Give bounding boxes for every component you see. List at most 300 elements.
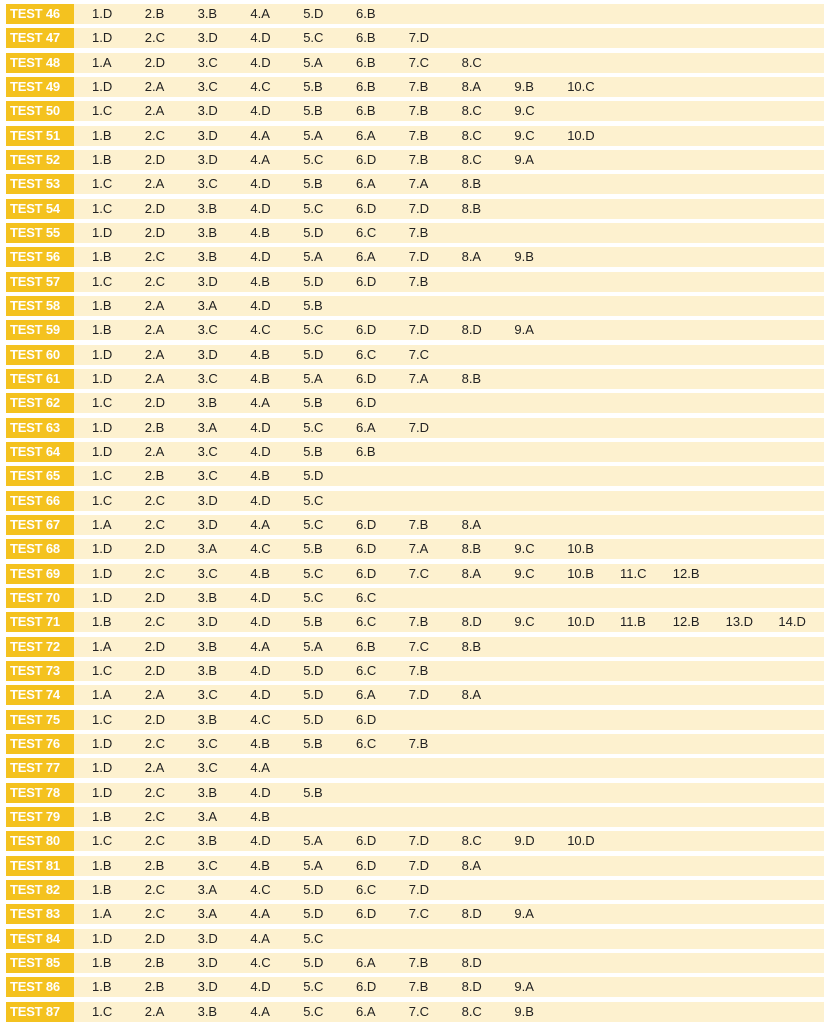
answer-cell: 7.C: [408, 906, 430, 922]
test-label: TEST 72: [6, 637, 74, 657]
test-row: [6, 150, 824, 170]
answer-cell: 4.C: [250, 541, 271, 557]
answer-cell: 8.A: [461, 565, 482, 581]
answer-cell: 3.D: [197, 103, 218, 119]
answer-cell: 3.A: [197, 808, 218, 824]
test-label: TEST 63: [6, 418, 74, 438]
answer-cell: 5.B: [303, 614, 323, 630]
test-row: [6, 807, 824, 827]
answer-cell: 3.B: [197, 6, 218, 21]
answer-cell: 1.D: [92, 589, 113, 605]
answer-cell: 10.C: [567, 79, 595, 94]
answer-cell: 1.D: [92, 370, 113, 386]
answer-cell: 6.A: [356, 1003, 376, 1019]
test-row: [6, 880, 824, 900]
answer-cell: 7.A: [408, 541, 429, 557]
test-label: TEST 61: [6, 369, 74, 389]
answer-cell: 2.C: [144, 273, 166, 289]
test-label: TEST 48: [6, 53, 74, 73]
test-row: [6, 685, 824, 705]
answer-cell: 8.B: [461, 200, 482, 216]
answer-cell: 2.A: [144, 298, 165, 313]
test-label: TEST 80: [6, 831, 74, 851]
answer-cell: 4.D: [250, 54, 271, 70]
answer-cell: 2.D: [144, 395, 166, 411]
answer-cell: 6.D: [356, 152, 377, 167]
answer-cell: 4.C: [250, 79, 271, 94]
answer-cell: 2.C: [144, 808, 166, 824]
answer-cell: 10.B: [567, 565, 594, 581]
answer-cell: 10.D: [567, 833, 595, 849]
answer-cell: 1.B: [92, 298, 112, 313]
test-row: [6, 199, 824, 219]
answer-cell: 3.A: [197, 906, 218, 922]
answer-cell: 8.D: [461, 322, 482, 338]
answer-cell: 4.B: [250, 857, 270, 873]
test-row: [6, 661, 824, 681]
answer-cell: 4.D: [250, 443, 271, 459]
test-label: TEST 55: [6, 223, 74, 243]
answer-cell: 5.C: [303, 565, 324, 581]
answer-cell: 3.C: [197, 565, 218, 581]
test-row: [6, 904, 824, 924]
answer-cell: 4.D: [250, 662, 271, 678]
answer-cell: 3.C: [197, 176, 218, 192]
answer-cell: 9.B: [514, 79, 534, 94]
test-label: TEST 53: [6, 174, 74, 194]
answer-cell: 1.D: [92, 541, 113, 557]
answer-cell: 7.B: [408, 735, 429, 751]
answer-cell: 7.B: [408, 127, 429, 143]
answer-cell: 7.B: [408, 152, 429, 167]
answer-cell: 4.A: [250, 6, 270, 21]
answer-cell: 6.A: [356, 954, 376, 970]
answer-cell: 6.D: [356, 711, 377, 727]
answer-cell: 3.D: [197, 979, 218, 995]
answer-cell: 12.B: [672, 614, 700, 630]
answer-cell: 8.D: [461, 614, 482, 630]
answer-cell: 2.C: [144, 565, 166, 581]
answer-cell: 3.C: [197, 468, 218, 484]
answer-cell: 1.C: [92, 103, 113, 119]
test-row: [6, 637, 824, 657]
answer-cell: 2.A: [144, 443, 165, 459]
answer-cell: 9.D: [514, 833, 535, 849]
answer-cell: 1.B: [92, 954, 112, 970]
answer-cell: 5.D: [303, 225, 324, 240]
answer-cell: 8.C: [461, 127, 482, 143]
answer-cell: 7.B: [408, 225, 429, 240]
answer-cell: 9.C: [514, 103, 535, 119]
answer-cell: 3.B: [197, 249, 218, 265]
answer-cell: 5.C: [303, 979, 324, 995]
answer-cell: 5.A: [303, 638, 323, 654]
answer-cell: 7.B: [408, 79, 429, 94]
answer-cell: 1.D: [92, 930, 113, 946]
answer-cell: 4.B: [250, 346, 270, 362]
answer-cell: 3.A: [197, 419, 218, 435]
test-row: [6, 393, 824, 413]
answer-cell: 6.C: [356, 225, 377, 240]
answer-cell: 2.B: [144, 6, 165, 21]
answer-cell: 5.D: [303, 468, 324, 484]
answer-cell: 7.B: [408, 954, 429, 970]
answer-cell: 7.B: [408, 662, 429, 678]
test-label: TEST 86: [6, 977, 74, 997]
answer-cell: 8.D: [461, 954, 482, 970]
test-row: [6, 247, 824, 267]
answer-cell: 5.C: [303, 930, 324, 946]
answer-cell: 6.D: [356, 833, 377, 849]
answer-cell: 6.C: [356, 662, 377, 678]
answer-cell: 5.B: [303, 103, 323, 119]
test-label: TEST 59: [6, 320, 74, 340]
answer-cell: 3.B: [197, 589, 218, 605]
answer-cell: 7.A: [408, 370, 429, 386]
test-label: TEST 67: [6, 515, 74, 535]
answer-cell: 4.A: [250, 395, 270, 411]
test-row: [6, 612, 824, 632]
answer-cell: 6.B: [356, 54, 376, 70]
answer-cell: 2.C: [144, 249, 166, 265]
answer-cell: 2.C: [144, 516, 166, 532]
answer-cell: 7.D: [408, 30, 430, 46]
answer-cell: 1.B: [92, 152, 112, 167]
answer-cell: 4.D: [250, 298, 271, 313]
answer-cell: 7.D: [408, 322, 430, 338]
test-row: [6, 539, 824, 559]
answer-cell: 6.D: [356, 979, 377, 995]
answer-cell: 2.C: [144, 735, 166, 751]
answer-cell: 5.B: [303, 541, 323, 557]
test-label: TEST 82: [6, 880, 74, 900]
answer-cell: 4.C: [250, 711, 271, 727]
test-row: [6, 369, 824, 389]
test-row: [6, 77, 824, 97]
answer-cell: 2.C: [144, 492, 166, 508]
answer-cell: 13.D: [725, 614, 754, 630]
answer-cell: 9.B: [514, 249, 534, 265]
answer-cell: 1.D: [92, 6, 113, 21]
answer-cell: 3.B: [197, 200, 218, 216]
answer-cell: 5.A: [303, 127, 323, 143]
answer-cell: 1.D: [92, 346, 113, 362]
answer-cell: 4.D: [250, 419, 271, 435]
answer-cell: 5.A: [303, 833, 323, 849]
answer-cell: 6.A: [356, 687, 376, 703]
answer-cell: 2.D: [144, 54, 166, 70]
answer-cell: 5.C: [303, 419, 324, 435]
answer-cell: 2.B: [144, 857, 165, 873]
answer-cell: 9.A: [514, 906, 534, 922]
answer-cell: 8.A: [461, 79, 482, 94]
test-row: [6, 734, 824, 754]
answer-cell: 4.A: [250, 516, 270, 532]
test-label: TEST 87: [6, 1002, 74, 1022]
test-label: TEST 75: [6, 710, 74, 730]
test-row: [6, 783, 824, 803]
answer-cell: 6.B: [356, 103, 376, 119]
answer-cell: 7.B: [408, 614, 429, 630]
answer-cell: 5.A: [303, 857, 323, 873]
answer-cell: 6.D: [356, 273, 377, 289]
answer-cell: 5.C: [303, 152, 324, 167]
answer-cell: 5.B: [303, 443, 323, 459]
answer-cell: 1.B: [92, 857, 112, 873]
answer-cell: 2.C: [144, 881, 166, 897]
answer-cell: 4.D: [250, 614, 271, 630]
answer-cell: 6.A: [356, 419, 376, 435]
test-row: [6, 101, 824, 121]
answer-cell: 1.B: [92, 127, 112, 143]
test-row: [6, 977, 824, 997]
answer-cell: 1.D: [92, 443, 113, 459]
answer-cell: 3.A: [197, 881, 218, 897]
answer-cell: 7.D: [408, 687, 430, 703]
answer-cell: 2.C: [144, 784, 166, 800]
answer-cell: 8.C: [461, 152, 482, 167]
answer-cell: 3.B: [197, 1003, 218, 1019]
answer-cell: 2.D: [144, 200, 166, 216]
answer-cell: 5.D: [303, 346, 324, 362]
answer-cell: 2.D: [144, 225, 166, 240]
answer-cell: 2.D: [144, 589, 166, 605]
answer-cell: 2.C: [144, 30, 166, 46]
answer-cell: 4.B: [250, 565, 270, 581]
answer-cell: 2.D: [144, 930, 166, 946]
answer-cell: 4.D: [250, 784, 271, 800]
test-row: [6, 588, 824, 608]
answer-cell: 10.D: [567, 127, 595, 143]
answer-cell: 3.D: [197, 614, 218, 630]
answer-cell: 2.D: [144, 711, 166, 727]
answer-cell: 3.B: [197, 711, 218, 727]
answer-cell: 2.C: [144, 614, 166, 630]
answer-cell: 6.D: [356, 370, 377, 386]
test-row: [6, 28, 824, 48]
test-label: TEST 84: [6, 929, 74, 949]
answer-cell: 8.B: [461, 370, 482, 386]
answer-cell: 3.C: [197, 857, 218, 873]
test-row: [6, 929, 824, 949]
answer-cell: 4.A: [250, 1003, 270, 1019]
answer-cell: 2.A: [144, 687, 165, 703]
answer-cell: 7.B: [408, 516, 429, 532]
answer-cell: 9.A: [514, 979, 534, 995]
answer-cell: 3.D: [197, 930, 218, 946]
answer-cell: 3.D: [197, 492, 218, 508]
answer-cell: 4.B: [250, 370, 270, 386]
answer-cell: 8.C: [461, 1003, 482, 1019]
answer-cell: 6.A: [356, 249, 376, 265]
answer-cell: 6.D: [356, 565, 377, 581]
answer-cell: 7.C: [408, 565, 430, 581]
answer-cell: 5.C: [303, 200, 324, 216]
test-row: [6, 491, 824, 511]
answer-cell: 2.C: [144, 833, 166, 849]
test-label: TEST 71: [6, 612, 74, 632]
answer-cell: 3.D: [197, 954, 218, 970]
test-row: [6, 272, 824, 292]
answer-cell: 7.C: [408, 54, 430, 70]
answer-cell: 1.C: [92, 833, 113, 849]
answer-cell: 11.B: [620, 614, 646, 630]
answer-cell: 1.D: [92, 79, 113, 94]
test-row: [6, 174, 824, 194]
answer-cell: 3.B: [197, 395, 218, 411]
test-row: [6, 320, 824, 340]
answer-cell: 2.A: [144, 79, 165, 94]
answer-cell: 7.D: [408, 833, 430, 849]
answer-cell: 2.B: [144, 979, 165, 995]
test-label: TEST 70: [6, 588, 74, 608]
answer-cell: 1.A: [92, 54, 112, 70]
answer-cell: 4.D: [250, 103, 271, 119]
test-label: TEST 83: [6, 904, 74, 924]
answer-cell: 4.A: [250, 152, 270, 167]
answer-cell: 1.C: [92, 200, 113, 216]
answer-cell: 5.D: [303, 6, 324, 21]
test-label: TEST 52: [6, 150, 74, 170]
answer-cell: 3.A: [197, 298, 218, 313]
answer-cell: 5.D: [303, 687, 324, 703]
answer-cell: 5.C: [303, 516, 324, 532]
answer-cell: 6.C: [356, 881, 377, 897]
answer-cell: 7.C: [408, 638, 430, 654]
test-row: [6, 515, 824, 535]
test-row: [6, 4, 824, 24]
test-row: [6, 710, 824, 730]
answer-cell: 5.B: [303, 176, 323, 192]
answer-cell: 1.B: [92, 322, 112, 338]
answer-cell: 2.C: [144, 906, 166, 922]
answer-cell: 1.D: [92, 225, 113, 240]
answer-cell: 8.C: [461, 833, 482, 849]
answer-cell: 6.D: [356, 857, 377, 873]
test-label: TEST 64: [6, 442, 74, 462]
answer-cell: 2.A: [144, 346, 165, 362]
answer-cell: 1.D: [92, 565, 113, 581]
answer-cell: 9.C: [514, 565, 535, 581]
test-label: TEST 54: [6, 199, 74, 219]
answer-cell: 2.D: [144, 662, 166, 678]
answer-cell: 4.D: [250, 176, 271, 192]
test-label: TEST 49: [6, 77, 74, 97]
answer-cell: 4.B: [250, 735, 270, 751]
answer-cell: 7.A: [408, 176, 429, 192]
answer-cell: 3.B: [197, 225, 218, 240]
answer-cell: 5.B: [303, 298, 323, 313]
answer-cell: 5.C: [303, 492, 324, 508]
answer-cell: 2.B: [144, 954, 165, 970]
answer-cell: 5.D: [303, 881, 324, 897]
answer-cell: 3.B: [197, 833, 218, 849]
answer-cell: 2.D: [144, 152, 166, 167]
answer-cell: 2.A: [144, 176, 165, 192]
answer-cell: 5.C: [303, 322, 324, 338]
answer-cell: 5.B: [303, 395, 323, 411]
answer-cell: 3.C: [197, 760, 218, 776]
test-label: TEST 51: [6, 126, 74, 146]
answer-cell: 3.C: [197, 370, 218, 386]
answer-cell: 3.B: [197, 784, 218, 800]
answer-cell: 7.B: [408, 979, 429, 995]
answer-cell: 6.D: [356, 906, 377, 922]
answer-cell: 4.A: [250, 127, 270, 143]
answer-cell: 1.D: [92, 760, 113, 776]
answer-cell: 6.D: [356, 541, 377, 557]
answer-cell: 2.A: [144, 760, 165, 776]
answer-cell: 4.A: [250, 638, 270, 654]
answer-cell: 6.C: [356, 346, 377, 362]
test-label: TEST 78: [6, 783, 74, 803]
test-label: TEST 57: [6, 272, 74, 292]
answer-cell: 1.D: [92, 419, 113, 435]
test-label: TEST 58: [6, 296, 74, 316]
answer-cell: 8.D: [461, 979, 482, 995]
answer-cell: 4.B: [250, 273, 270, 289]
answer-cell: 5.D: [303, 906, 324, 922]
answer-cell: 6.C: [356, 735, 377, 751]
answer-cell: 7.B: [408, 103, 429, 119]
answer-cell: 8.A: [461, 687, 482, 703]
test-label: TEST 77: [6, 758, 74, 778]
answer-cell: 8.C: [461, 54, 482, 70]
answer-cell: 11.C: [620, 565, 647, 581]
answer-cell: 3.D: [197, 346, 218, 362]
answer-cell: 6.B: [356, 443, 376, 459]
test-row: [6, 223, 824, 243]
answer-cell: 7.D: [408, 249, 430, 265]
answer-cell: 8.A: [461, 516, 482, 532]
answer-cell: 4.A: [250, 930, 270, 946]
answer-cell: 3.C: [197, 79, 218, 94]
test-row: [6, 953, 824, 973]
answer-cell: 3.B: [197, 662, 218, 678]
answer-cell: 4.D: [250, 200, 271, 216]
answer-cell: 7.D: [408, 881, 430, 897]
answer-cell: 3.C: [197, 687, 218, 703]
test-label: TEST 69: [6, 564, 74, 584]
answer-cell: 6.C: [356, 589, 377, 605]
answer-cell: 6.C: [356, 614, 377, 630]
answer-cell: 5.A: [303, 54, 323, 70]
answer-cell: 1.C: [92, 1003, 113, 1019]
answer-cell: 1.C: [92, 273, 113, 289]
answer-cell: 5.B: [303, 735, 323, 751]
answer-cell: 5.A: [303, 370, 323, 386]
answer-cell: 6.D: [356, 395, 377, 411]
answer-cell: 1.D: [92, 30, 113, 46]
answer-cell: 1.B: [92, 614, 112, 630]
answer-cell: 3.C: [197, 735, 218, 751]
test-row: [6, 831, 824, 851]
test-label: TEST 46: [6, 4, 74, 24]
answer-cell: 1.C: [92, 492, 113, 508]
answer-cell: 2.A: [144, 103, 165, 119]
test-label: TEST 56: [6, 247, 74, 267]
answer-cell: 2.D: [144, 638, 166, 654]
answer-cell: 3.B: [197, 638, 218, 654]
answer-cell: 1.D: [92, 784, 113, 800]
answer-cell: 1.B: [92, 881, 112, 897]
answer-cell: 5.B: [303, 784, 323, 800]
answer-cell: 3.D: [197, 30, 218, 46]
answer-cell: 6.D: [356, 516, 377, 532]
answer-cell: 9.C: [514, 541, 535, 557]
answer-cell: 4.D: [250, 687, 271, 703]
answer-cell: 1.B: [92, 808, 112, 824]
